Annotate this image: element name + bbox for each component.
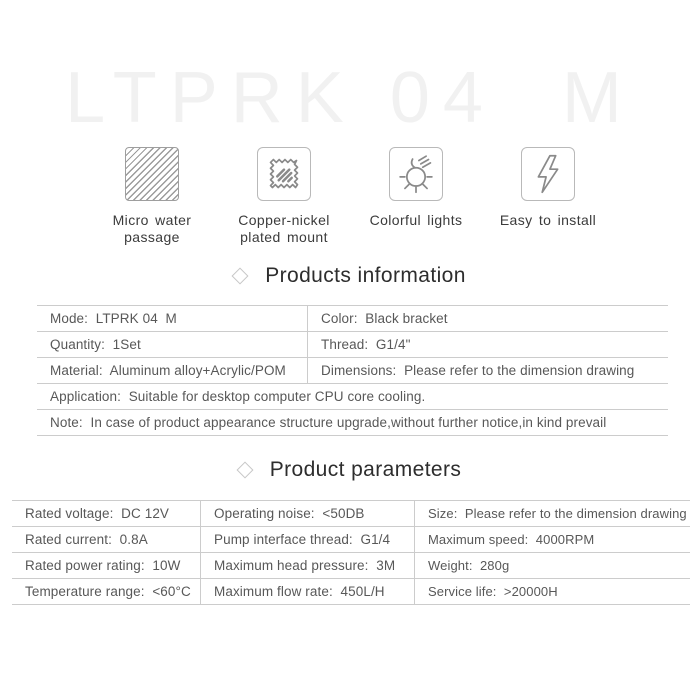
table-row [37, 332, 668, 358]
param-cell-temperature-range: Temperature range: <60°C [12, 579, 201, 604]
section-header-products-information [0, 264, 700, 288]
param-cell-rated-voltage: Rated voltage: DC 12V [12, 501, 201, 526]
info-cell-application: Application: Suitable for desktop computer CPU core cooling. [50, 389, 426, 404]
info-cell-quantity: Quantity: 1Set [37, 332, 308, 357]
param-cell-flow-rate: Maximum flow rate: 450L/H [201, 579, 415, 604]
feature-label: Copper-nickel plated mount [238, 212, 330, 245]
param-cell-max-speed: Maximum speed: 4000RPM [428, 532, 595, 547]
param-cell-rated-power: Rated power rating: 10W [12, 553, 201, 578]
feature-easy-install [482, 147, 614, 246]
table-row [12, 501, 690, 527]
feature-micro-water-passage [86, 147, 218, 246]
info-cell-note: Note: In case of product appearance structure upgrade,without further notice,in kind prevail [50, 415, 607, 430]
section-title: Products information [265, 264, 466, 287]
param-cell-rated-current: Rated current: 0.8A [12, 527, 201, 552]
table-row [12, 527, 690, 553]
param-cell-operating-noise: Operating noise: <50DB [201, 501, 415, 526]
param-cell-size: Size: Please refer to the dimension drawing [428, 506, 687, 521]
param-cell-service-life: Service life: >20000H [428, 584, 558, 599]
products-information-table [37, 305, 668, 436]
feature-row [86, 147, 614, 246]
table-row [37, 410, 668, 436]
table-row [37, 306, 668, 332]
table-row [12, 579, 690, 605]
table-row [37, 384, 668, 410]
param-cell-pump-thread: Pump interface thread: G1/4 [201, 527, 415, 552]
section-header-product-parameters [0, 458, 700, 482]
lightning-icon [521, 147, 575, 201]
info-cell-dimensions: Dimensions: Please refer to the dimension drawing [321, 363, 635, 378]
info-cell-material: Material: Aluminum alloy+Acrylic/POM [37, 358, 308, 383]
feature-label: Easy to install [499, 212, 597, 228]
param-cell-weight: Weight: 280g [428, 558, 510, 573]
hatch-square-icon [125, 147, 179, 201]
feature-colorful-lights [350, 147, 482, 246]
info-cell-color: Color: Black bracket [321, 311, 448, 326]
bulb-icon [389, 147, 443, 201]
info-cell-thread: Thread: G1/4" [321, 337, 411, 352]
feature-label: Colorful lights [369, 212, 463, 228]
product-parameters-table [12, 500, 690, 605]
stamp-icon [257, 147, 311, 201]
diamond-icon [232, 268, 249, 285]
feature-label: Micro water passage [112, 212, 192, 245]
info-cell-mode: Mode: LTPRK 04 M [37, 306, 308, 331]
table-row [12, 553, 690, 579]
watermark-text: LTPRK 04 M [65, 58, 635, 138]
section-title: Product parameters [269, 458, 462, 481]
param-cell-head-pressure: Maximum head pressure: 3M [201, 553, 415, 578]
table-row [37, 358, 668, 384]
feature-copper-nickel-mount [218, 147, 350, 246]
diamond-icon [236, 462, 253, 479]
